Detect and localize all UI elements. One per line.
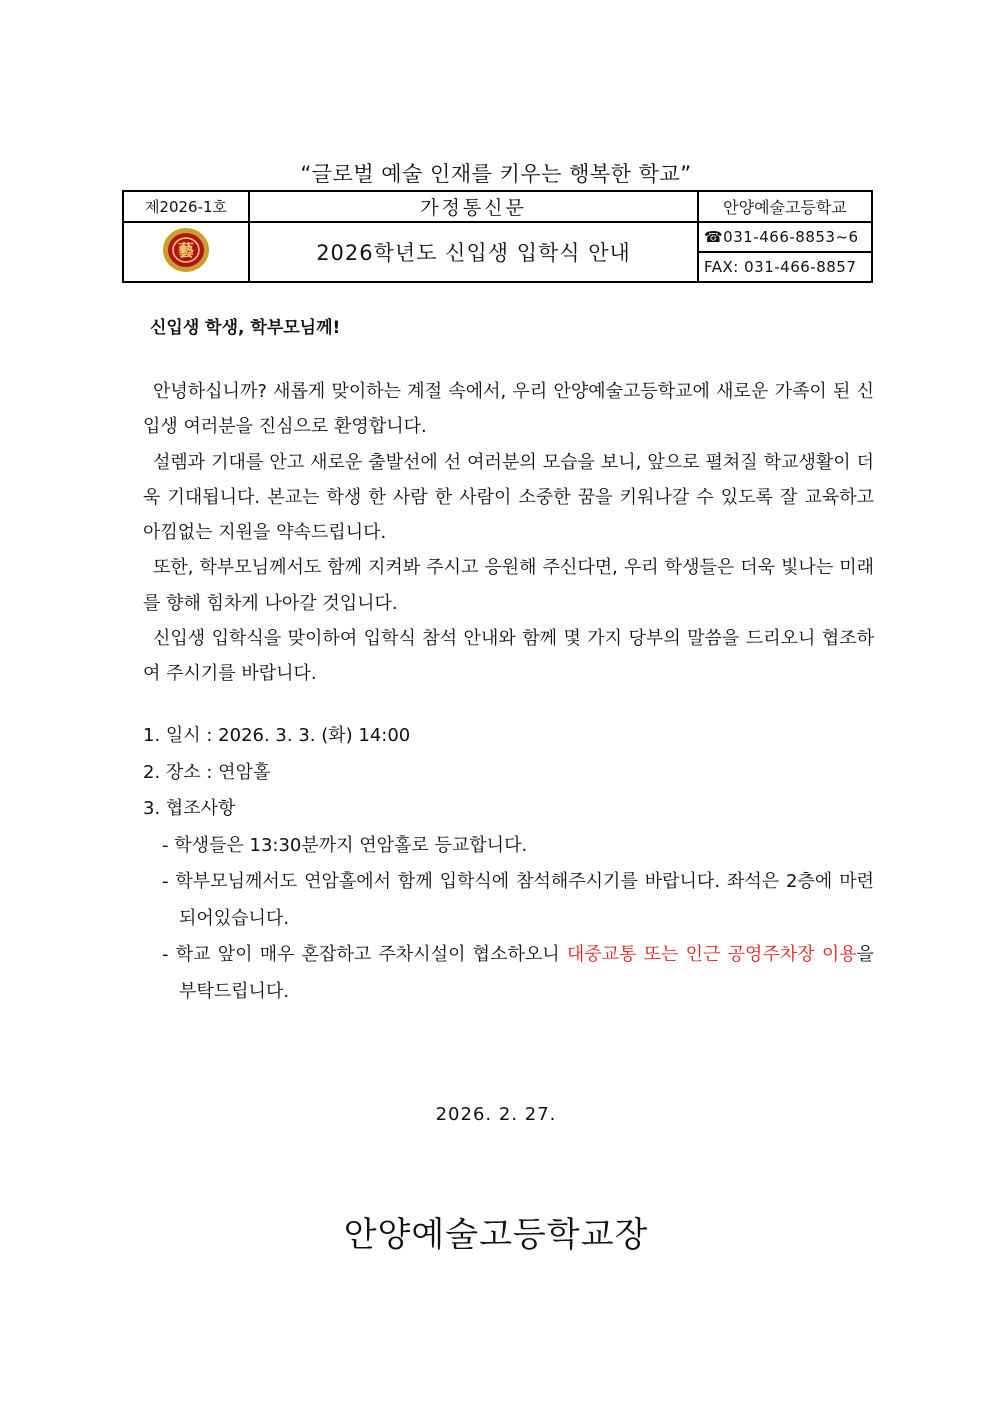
fax-number: FAX: 031-466-8857 xyxy=(698,252,872,282)
logo-glyph: 藝 xyxy=(177,241,195,260)
school-name-cell: 안양예술고등학교 xyxy=(698,191,872,222)
paragraph-welcome: 안녕하십니까? 새롭게 맞이하는 계절 속에서, 우리 안양예술고등학교에 새로운 가족이 된 신입생 여러분을 진심으로 환영합니다. xyxy=(143,381,874,438)
issue-date: 2026. 2. 27. xyxy=(435,1104,557,1125)
parking-highlight: 대중교통 또는 인근 공영주차장 이용 xyxy=(566,944,857,965)
letter-body xyxy=(143,374,874,692)
school-motto: “글로벌 예술 인재를 키우는 행복한 학교” xyxy=(300,162,692,186)
event-time: 1. 일시 : 2026. 3. 3. (화) 14:00 xyxy=(143,725,411,746)
document-type: 가정통신문 xyxy=(249,191,698,222)
paragraph-parents: 또한, 학부모님께서도 함께 지켜봐 주시고 응원해 주신다면, 우리 학생들은 더욱 빛나는 미래를 향해 힘차게 나아갈 것입니다. xyxy=(143,557,874,614)
principal-signature: 안양예술고등학교장 xyxy=(343,1215,649,1255)
letter-header-table xyxy=(122,190,873,283)
cooperation-item-parking xyxy=(153,937,874,1010)
parking-text-post: 을 부탁드립니다. xyxy=(179,944,874,1002)
paragraph-expectation: 설렘과 기대를 안고 새로운 출발선에 선 여러분의 모습을 보니, 앞으로 펼쳐질 학교생활이 더욱 기대됩니다. 본교는 학생 한 사람 한 사람이 소중한 꿈을 키워나갈 수 있도록 잘 교육하고 아낌없는 지원을 약속드립니다. xyxy=(143,451,874,544)
paragraph-request: 신입생 입학식을 맞이하여 입학식 참석 안내와 함께 몇 가지 당부의 말씀을 드리오니 협조하여 주시기를 바랍니다. xyxy=(143,628,874,685)
cooperation-item-seating: - 학부모님께서도 연암홀에서 함께 입학식에 참석해주시기를 바랍니다. 좌석은 2층에 마련되어있습니다. xyxy=(162,871,874,929)
cooperation-heading: 3. 협조사항 xyxy=(143,798,236,819)
event-place: 2. 장소 : 연암홀 xyxy=(143,761,271,783)
issue-number: 제2026-1호 xyxy=(123,191,249,222)
parking-text-pre: - 학교 앞이 매우 혼잡하고 주차시설이 협소하오니 xyxy=(162,944,567,965)
phone-number: ☎031-466-8853~6 xyxy=(698,222,872,252)
cooperation-item-arrival: - 학생들은 13:30분까지 연암홀로 등교합니다. xyxy=(162,834,528,856)
school-logo-cell xyxy=(123,222,249,282)
school-emblem-icon xyxy=(161,225,211,275)
event-details xyxy=(143,718,874,1010)
notice-title: 2026학년도 신입생 입학식 안내 xyxy=(249,222,698,282)
greeting: 신입생 학생, 학부모님께! xyxy=(150,318,341,338)
